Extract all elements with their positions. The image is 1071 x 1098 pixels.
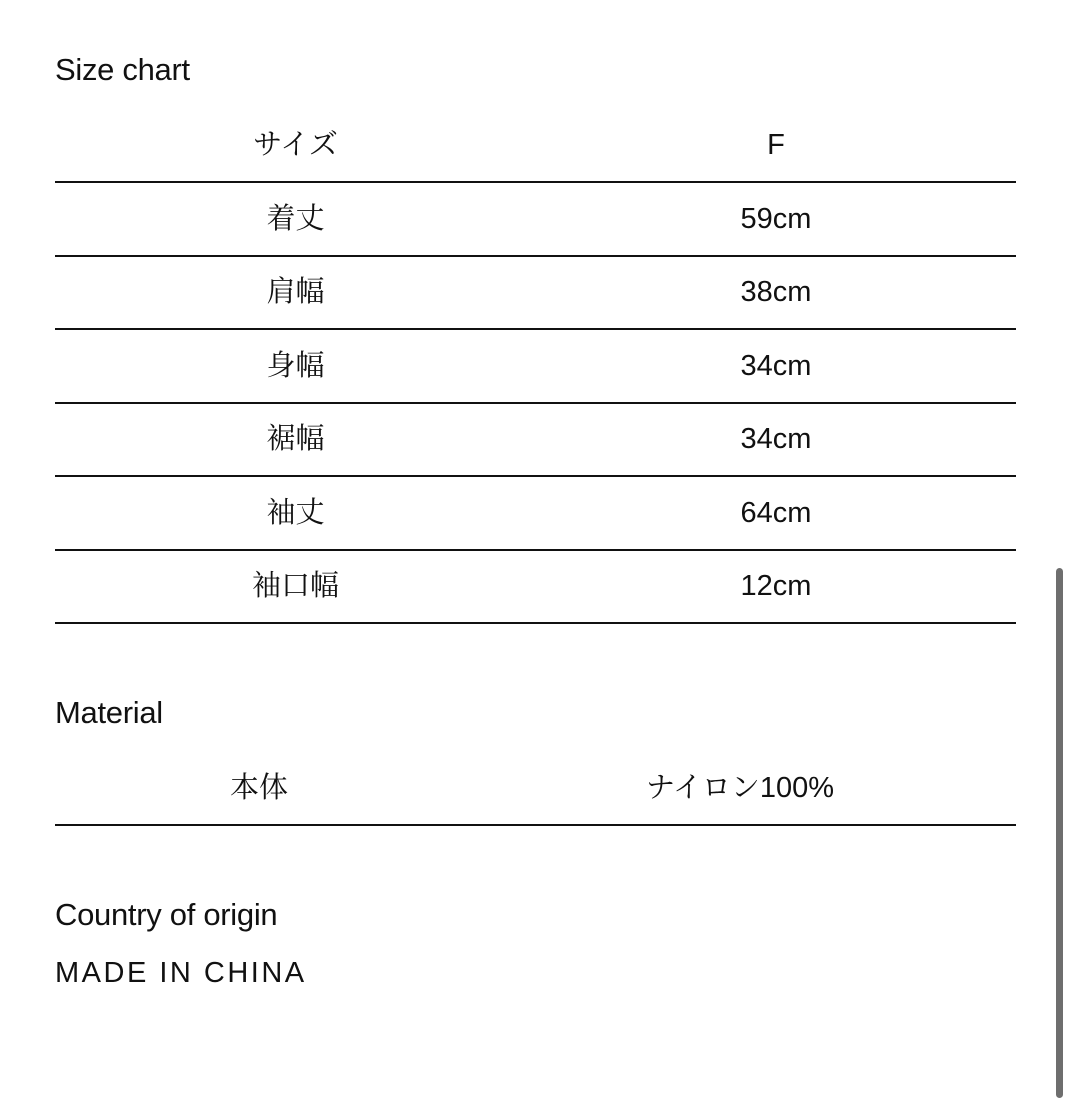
- size-chart-row: [55, 478, 1016, 551]
- size-row-label: 着丈: [266, 203, 325, 235]
- size-row-label: 肩幅: [266, 276, 325, 308]
- size-row-value: 34cm: [740, 350, 812, 382]
- size-chart-title: Size chart: [55, 52, 190, 87]
- size-chart-row: [55, 551, 1016, 624]
- size-row-value: 12cm: [740, 570, 812, 602]
- size-row-value: 59cm: [740, 203, 812, 235]
- size-row-value: 64cm: [740, 497, 812, 529]
- country-of-origin-title: Country of origin: [55, 897, 278, 932]
- material-row-label: 本体: [229, 772, 288, 804]
- size-row-label: 袖丈: [266, 497, 325, 529]
- size-row-value: 38cm: [740, 276, 812, 308]
- country-of-origin-value: MADE IN CHINA: [55, 957, 307, 989]
- size-row-value: 34cm: [740, 423, 812, 455]
- size-chart-row: [55, 257, 1016, 330]
- size-header-value: F: [767, 129, 785, 161]
- size-chart-row: [55, 184, 1016, 257]
- material-row-value: ナイロン100%: [645, 772, 835, 804]
- size-chart-header-row: [55, 110, 1016, 183]
- scrollbar-thumb[interactable]: [1056, 568, 1063, 1098]
- size-row-label: 袖口幅: [251, 570, 339, 602]
- material-row: [55, 753, 1016, 826]
- size-chart-row: [55, 404, 1016, 477]
- size-header-label: サイズ: [253, 129, 338, 161]
- material-title: Material: [55, 695, 163, 730]
- size-row-label: 裾幅: [266, 423, 325, 455]
- size-chart-row: [55, 331, 1016, 404]
- size-row-label: 身幅: [266, 350, 325, 382]
